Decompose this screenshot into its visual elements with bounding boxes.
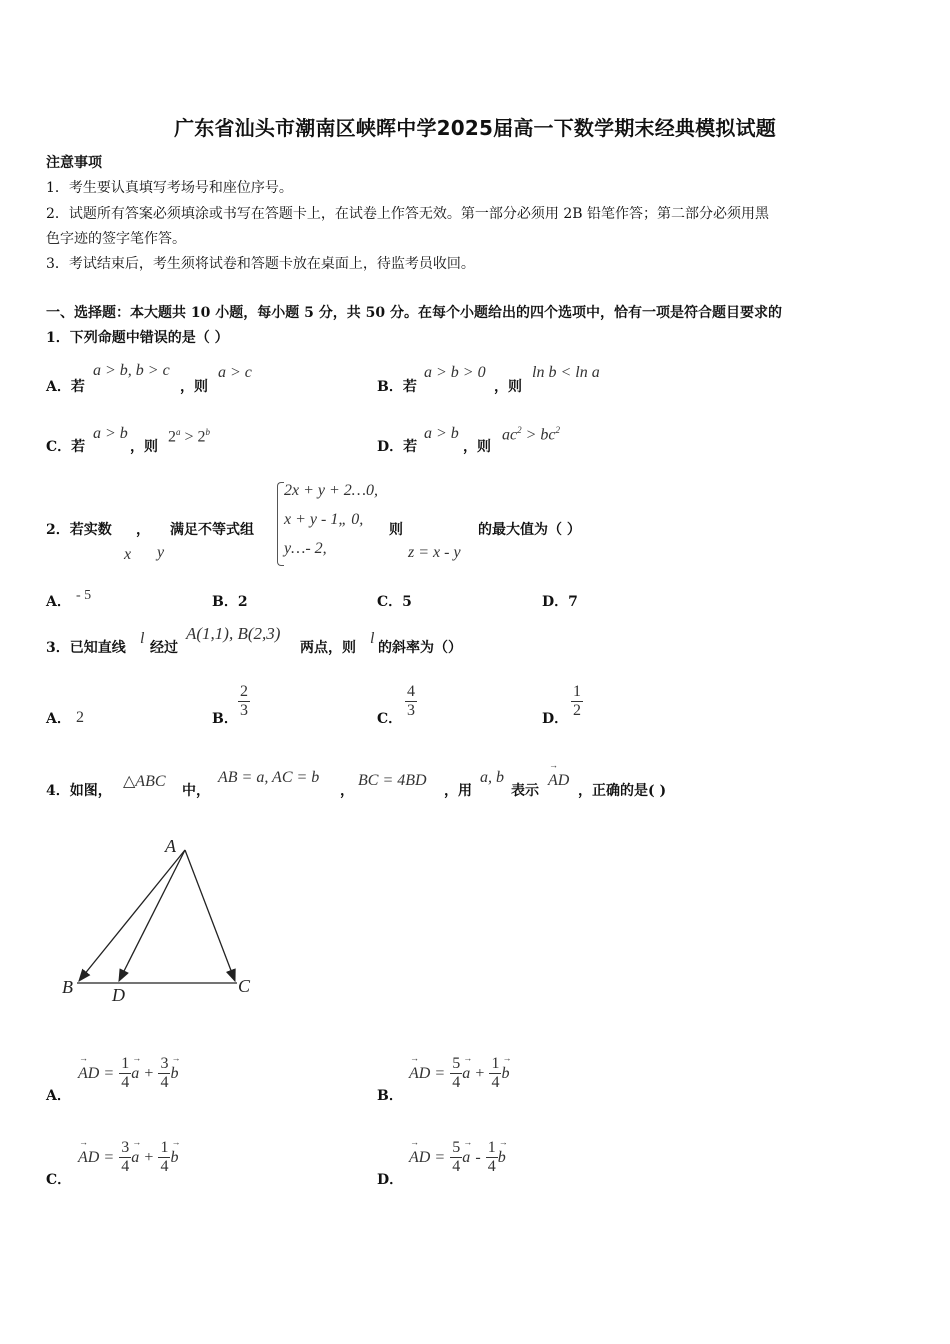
q4-option-b-label: B． — [377, 1088, 403, 1104]
q4-option-d-label: D． — [377, 1172, 404, 1188]
q2-system-brace — [277, 482, 284, 566]
q3-stem-pre: 3．已知直线 — [46, 640, 126, 656]
q2-objective: z = x - y — [408, 544, 461, 561]
q2-stem-num: 2．若实数 — [46, 522, 112, 538]
q1-option-b-cond: a > b > 0 — [424, 364, 486, 381]
q1-option-c-result: $2^a > 2^b$ — [168, 427, 211, 446]
q3-option-b-fraction: $\frac{2}{3}$ — [240, 683, 248, 719]
q2-option-c: C．5 — [377, 594, 412, 610]
page-title: 广东省汕头市潮南区峡晖中学2025届高一下数学期末经典模拟试题 — [174, 116, 776, 140]
q4-option-d-expr: → AD = $\frac{5}{4}$ → a - $\frac{1}{4}$ → b — [409, 1139, 506, 1176]
q2-ineq-3: y…- 2, — [284, 540, 327, 557]
q4-option-b-expr: → AD = $\frac{5}{4}$ → a + $\frac{1}{4}$ → b — [409, 1055, 509, 1092]
q1-option-b-then: ，则 — [494, 379, 522, 395]
q1-option-b-result: ln b < ln a — [532, 364, 600, 381]
q1-option-d-result: $ac^2 > bc^2$ — [502, 425, 561, 444]
q1-option-d-then: ，则 — [463, 439, 491, 455]
vector-ac — [185, 850, 235, 981]
q2-ineq-1: 2x + y + 2…0, — [284, 482, 379, 499]
q3-option-c-fraction: $\frac{4}{3}$ — [407, 683, 415, 719]
q1-option-b-label: B．若 — [377, 379, 417, 395]
q2-option-d: D．7 — [542, 594, 578, 610]
label-a: A — [165, 836, 176, 856]
q4-use: ，用 — [444, 783, 472, 799]
q3-line-l-2: l — [370, 630, 375, 647]
q2-ineq-2: x + y - 1„ 0, — [284, 511, 364, 528]
q4-option-c-expr: → AD = $\frac{3}{4}$ → a + $\frac{1}{4}$ → b — [78, 1139, 178, 1176]
q4-stem-post: ，正确的是( ) — [578, 783, 667, 799]
q2-option-a-value: - 5 — [76, 588, 92, 603]
q3-points: A(1,1), B(2,3) — [186, 624, 281, 643]
q1-option-c-then: ，则 — [130, 439, 158, 455]
q2-option-b: B．2 — [212, 594, 248, 610]
label-c: C — [238, 976, 251, 996]
q4-show: 表示 — [511, 783, 539, 799]
q1-option-d-cond: a > b — [424, 425, 459, 442]
notice-heading: 注意事项 — [46, 155, 102, 171]
q4-option-a-label: A． — [46, 1088, 71, 1104]
q1-option-a-label: A．若 — [46, 379, 85, 395]
q3-option-c-label: C． — [377, 711, 403, 727]
q1-option-a-then: ，则 — [180, 379, 208, 395]
notice-item-2-cont: 色字迹的签字笔作答。 — [46, 231, 186, 247]
q3-stem-mid: 经过 — [150, 640, 178, 656]
q3-option-b-label: B． — [212, 711, 238, 727]
q4-option-c-label: C． — [46, 1172, 72, 1188]
q2-then: 则 — [389, 522, 403, 538]
q3-stem-post: 的斜率为（） — [378, 640, 462, 656]
q4-vector-ad: → AD — [548, 772, 569, 790]
q2-stem-comma: ， — [136, 522, 150, 538]
q3-option-a-label: A． — [46, 711, 71, 727]
q4-option-a-expr: → AD = $\frac{1}{4}$ → a + $\frac{3}{4}$ → b — [78, 1055, 178, 1092]
q2-tail: 的最大值为（ ） — [478, 522, 581, 538]
q3-option-a-value: 2 — [76, 709, 84, 726]
q4-cond-2: BC = 4BD — [358, 772, 427, 789]
notice-item-1: 1．考生要认真填写考场号和座位序号。 — [46, 180, 293, 196]
vector-ab — [79, 850, 185, 981]
q4-comma: ， — [340, 783, 354, 799]
notice-item-2: 2．试题所有答案必须填涂或书写在答题卡上，在试卷上作答无效。第一部分必须用 2B 铅笔作答；第二部分必须用黑 — [46, 206, 769, 222]
q1-option-c-label: C．若 — [46, 439, 86, 455]
q2-var-x: x — [124, 546, 132, 563]
q4-vectors-ab: a, b — [480, 769, 504, 786]
label-d: D — [112, 985, 125, 1005]
q2-stem-text: 满足不等式组 — [170, 522, 254, 538]
q4-stem-mid: 中， — [182, 783, 210, 799]
triangle-figure — [55, 830, 270, 1010]
q4-cond-1: AB = a, AC = b — [218, 769, 320, 786]
vector-ad — [119, 850, 185, 981]
q3-option-d-fraction: $\frac{1}{2}$ — [573, 683, 581, 719]
q3-stem-mid2: 两点，则 — [300, 640, 356, 656]
label-b: B — [62, 977, 73, 997]
notice-item-3: 3．考试结束后，考生须将试卷和答题卡放在桌面上，待监考员收回。 — [46, 256, 475, 272]
q2-var-y: y — [157, 544, 165, 561]
q3-line-l: l — [140, 630, 145, 647]
q1-option-c-cond: a > b — [93, 425, 128, 442]
q1-option-a-result: a > c — [218, 364, 252, 381]
q1-option-d-label: D．若 — [377, 439, 418, 455]
q3-option-d-label: D． — [542, 711, 569, 727]
q1-option-a-cond: a > b, b > c — [93, 362, 170, 379]
q1-stem: 1．下列命题中错误的是（ ） — [46, 330, 229, 346]
q4-stem-pre: 4．如图， — [46, 783, 112, 799]
section-heading: 一、选择题：本大题共 10 小题，每小题 5 分，共 50 分。在每个小题给出的四个选项中，恰有一项是符合题目要求的 — [46, 305, 782, 321]
q4-triangle: △ABC — [123, 773, 166, 790]
q2-option-a-label: A． — [46, 594, 71, 610]
